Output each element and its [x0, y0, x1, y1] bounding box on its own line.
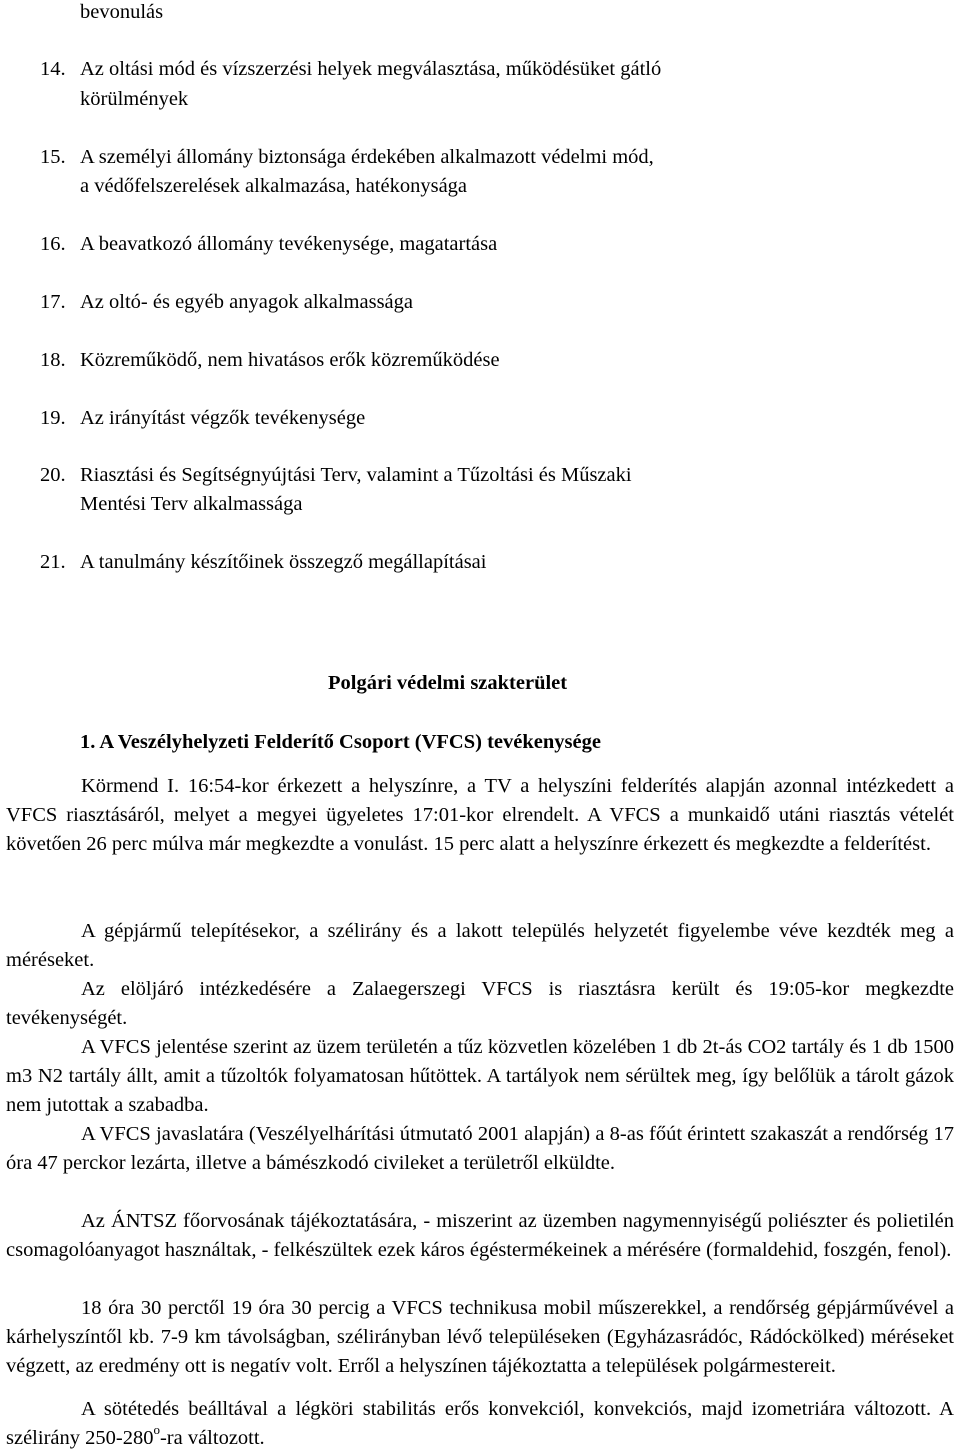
- list-item-number: 18.: [40, 349, 66, 371]
- paragraph: 18 óra 30 perctől 19 óra 30 percig a VFCS technikusa mobil műszerekkel, a rendőrség gépjárművével a kárhelyszíntől kb. 7-9 km távolságban, szélirányban lévő településeken (Egyházasrádóc, Rádóckölked) méréseket végzett, az eredmény ott is negatív volt. Erről a helyszínen tájékoztatta a települések polgármestereit.: [6, 1297, 954, 1377]
- list-item-number: 20.: [40, 464, 66, 486]
- list-item-text: Az oltó- és egyéb anyagok alkalmassága: [80, 291, 414, 313]
- list-item-text: Közreműködő, nem hivatásos erők közreműködése: [80, 349, 500, 371]
- paragraph: Körmend I. 16:54-kor érkezett a helyszínre, a TV a helyszíni felderítés alapján azonnal intézkedett a VFCS riasztásáról, melyet a megyei ügyeletes 17:01-kor elrendelt. A VFCS a munkaidő utáni riasztás vételét követően 26 perc múlva már megkezdte a vonulást. 15 perc alatt a helyszínre érkezett és megkezdte a felderítést.: [6, 775, 954, 855]
- degree-superscript: o: [153, 1422, 160, 1438]
- list-item-number: 17.: [40, 291, 66, 313]
- list-item-text: a védőfelszerelések alkalmazása, hatékonysága: [80, 175, 468, 197]
- list-item-number: 21.: [40, 551, 66, 573]
- list-item-number: 15.: [40, 146, 66, 168]
- list-item-text: Riasztási és Segítségnyújtási Terv, valamint a Tűzoltási és Műszaki: [80, 464, 632, 486]
- list-item-number: 19.: [40, 407, 66, 429]
- paragraph: A gépjármű telepítésekor, a szélirány és a lakott település helyzetét figyelembe véve kezdték meg a méréseket.: [6, 920, 954, 971]
- paragraph-last: [6, 1395, 954, 1453]
- subsection-title: 1. A Veszélyhelyzeti Felderítő Csoport (VFCS) tevékenysége: [80, 731, 601, 753]
- section-title: Polgári védelmi szakterület: [328, 672, 568, 694]
- paragraph: Az elöljáró intézkedésére a Zalaegerszegi VFCS is riasztásra került és 19:05-kor megkezdte tevékenységét.: [6, 978, 954, 1029]
- paragraph: Az ÁNTSZ főorvosának tájékoztatására, - miszerint az üzemben nagymennyiségű poliészter és polietilén csomagolóanyagot használtak, - felkészültek ezek káros égéstermékeinek a mérésére (formaldehid, foszgén, fenol).: [6, 1210, 954, 1261]
- list-item-number: 14.: [40, 58, 66, 80]
- list-item-text: Az oltási mód és vízszerzési helyek megválasztása, működésüket gátló: [80, 58, 662, 80]
- list-item-text: A tanulmány készítőinek összegző megállapításai: [80, 551, 487, 573]
- list-item-text: Az irányítást végzők tevékenysége: [80, 407, 366, 429]
- paragraph-text: -ra változott.: [159, 1427, 265, 1449]
- paragraph: A VFCS javaslatára (Veszélyelhárítási útmutató 2001 alapján) a 8-as főút érintett szakaszát a rendőrség 17 óra 47 perckor lezárta, illetve a bámészkodó civileket a területről elküldte.: [6, 1123, 954, 1174]
- top-fragment: bevonulás: [80, 1, 164, 23]
- paragraph: A VFCS jelentése szerint az üzem területén a tűz közvetlen közelében 1 db 2t-ás CO2 tartály és 1 db 1500 m3 N2 tartály állt, amit a tűzoltók folyamatosan hűtöttek. A tartályok nem sérültek meg, így belőlük a tárolt gázok nem jutottak a szabadba.: [6, 1036, 954, 1116]
- list-item-text: A személyi állomány biztonsága érdekében alkalmazott védelmi mód,: [80, 146, 654, 168]
- list-item-text: Mentési Terv alkalmassága: [80, 493, 303, 515]
- paragraph-text: A sötétedés beálltával a légköri stabilitás erős konvekciól, konvekciós, majd izometriára változott. A szélirány 250-280: [6, 1398, 954, 1449]
- list-item-text: körülmények: [80, 88, 189, 110]
- list-item-number: 16.: [40, 233, 66, 255]
- list-item-text: A beavatkozó állomány tevékenysége, magatartása: [80, 233, 498, 255]
